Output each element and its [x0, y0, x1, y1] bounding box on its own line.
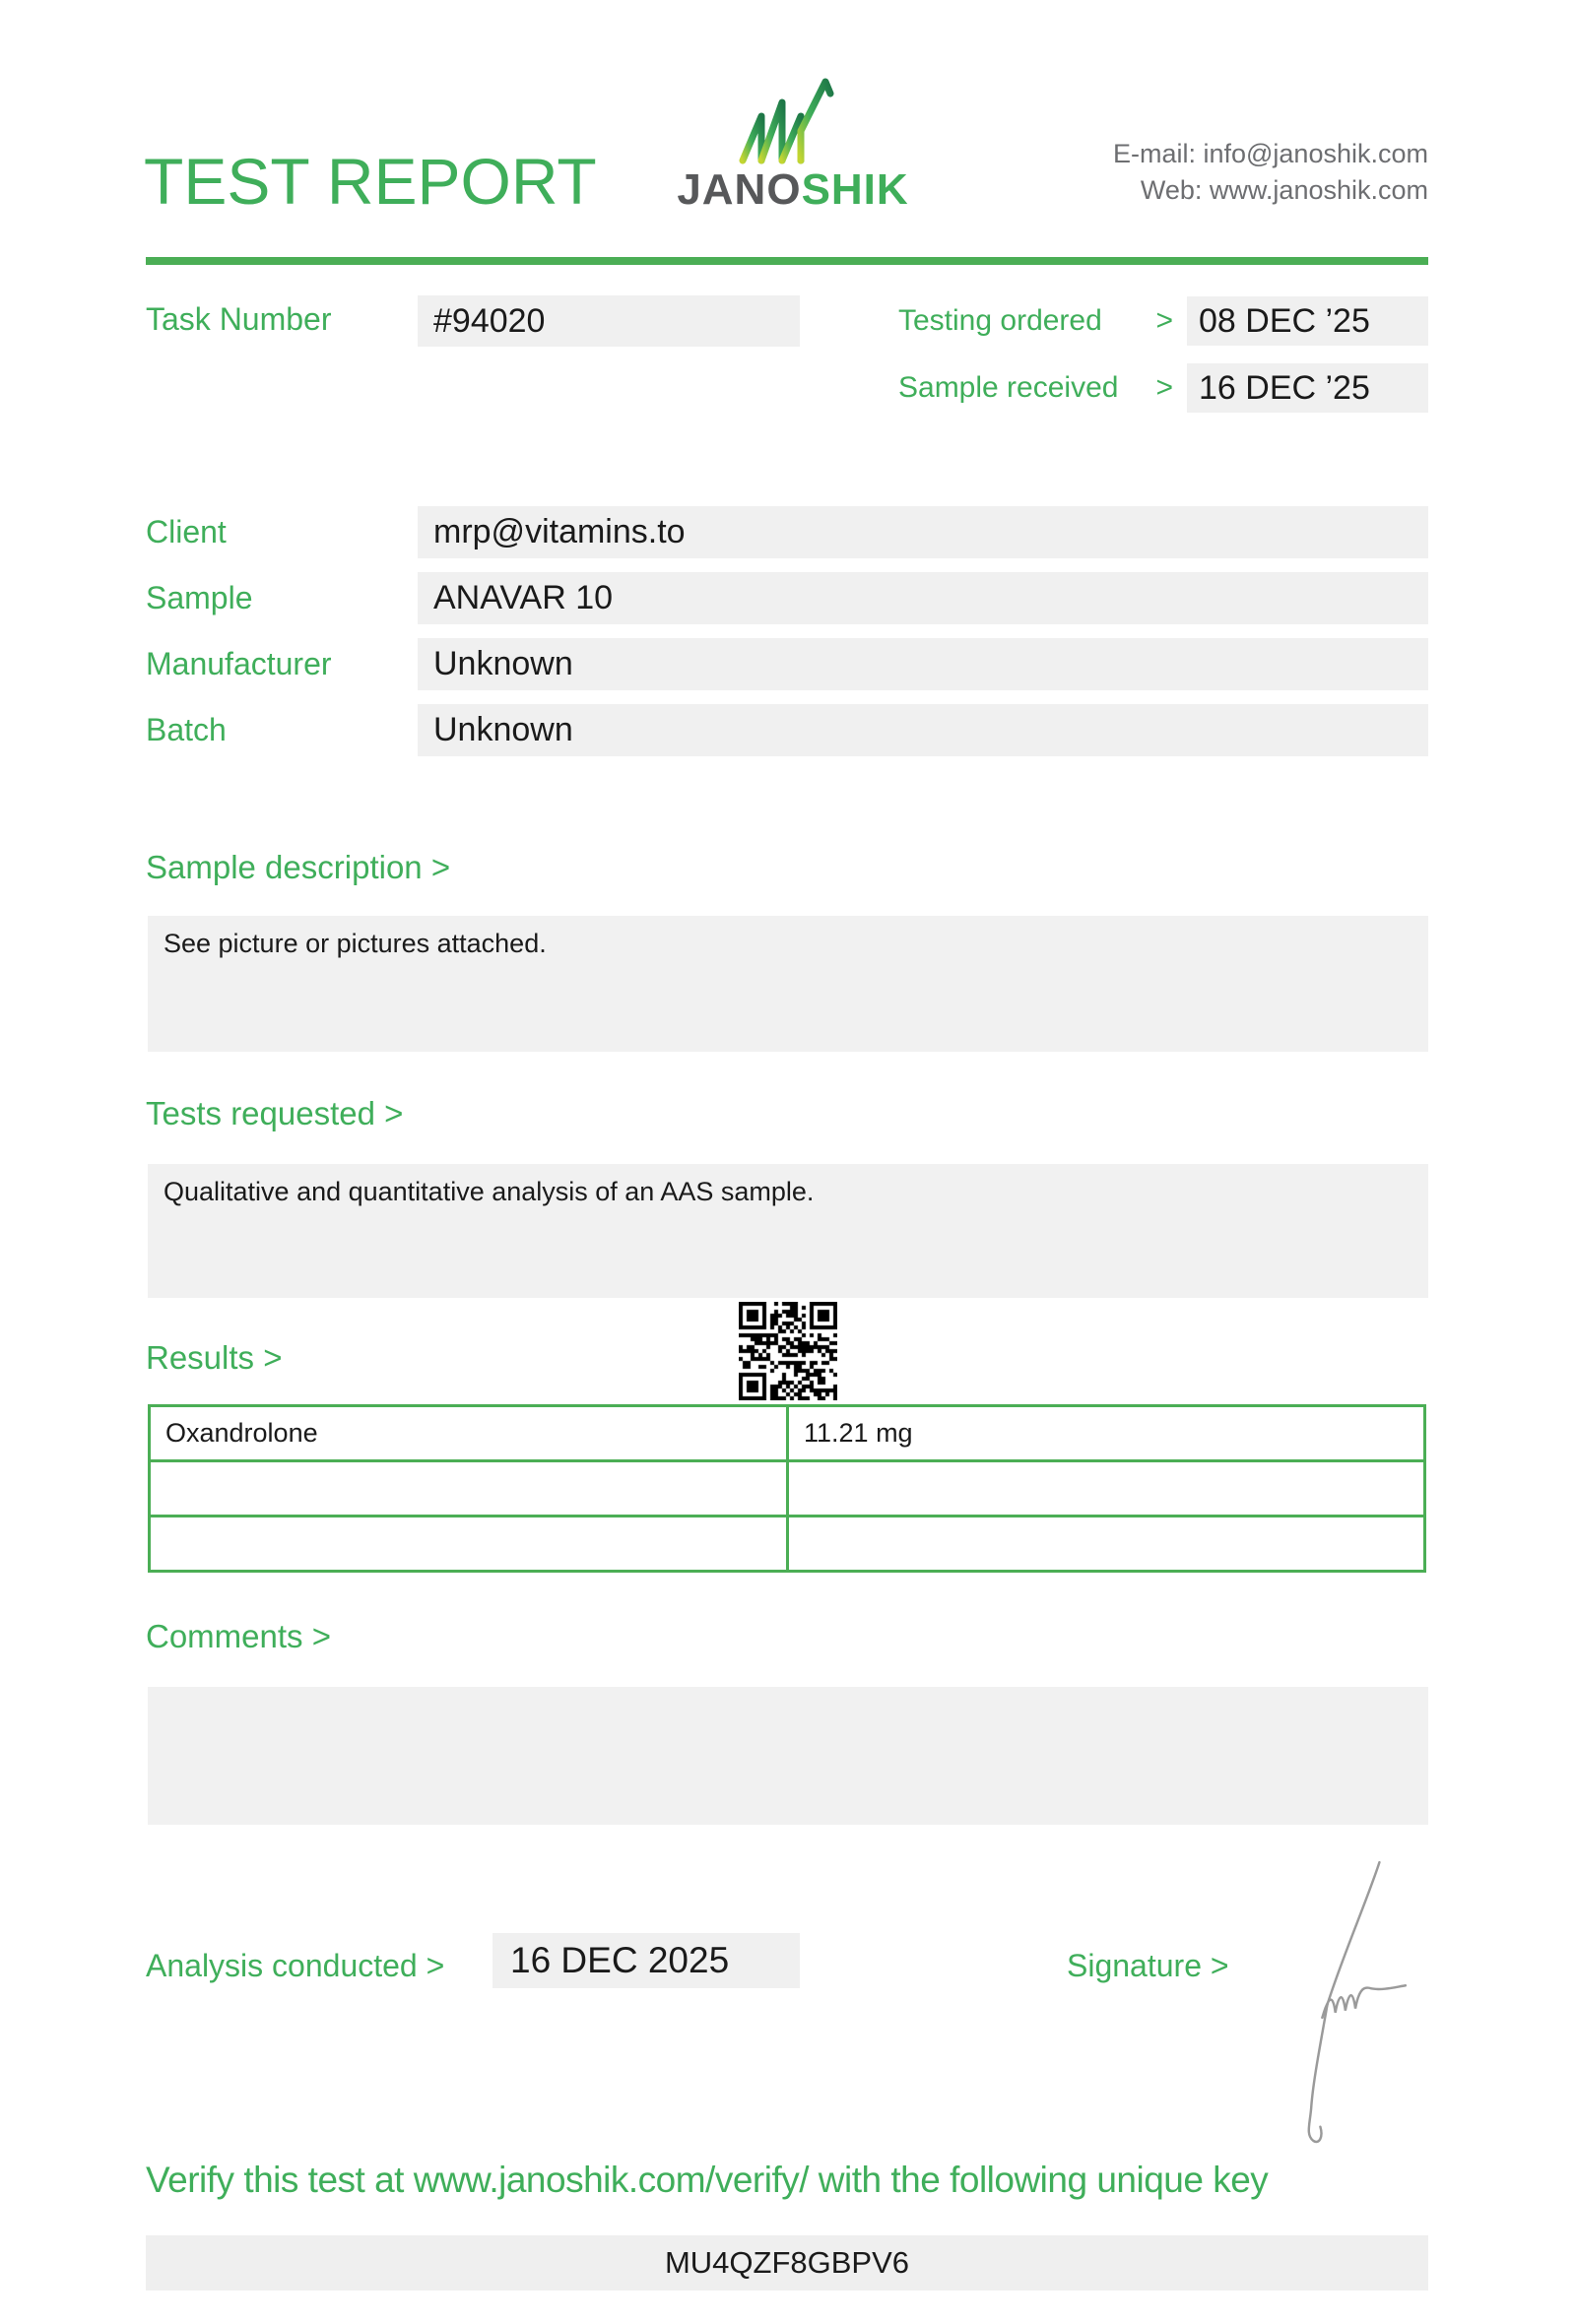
sample-received-value: 16 DEC ’25 [1187, 363, 1428, 413]
result-analyte [150, 1461, 788, 1517]
qr-code [739, 1302, 837, 1400]
sample-description-heading: Sample description > [146, 849, 451, 885]
sample-description-text: See picture or pictures attached. [164, 929, 547, 958]
table-row [150, 1406, 1425, 1461]
manufacturer-label: Manufacturer [146, 646, 332, 681]
batch-label: Batch [146, 712, 227, 747]
header-divider [146, 257, 1428, 265]
sample-label: Sample [146, 580, 253, 615]
testing-ordered-label: Testing ordered [898, 304, 1102, 337]
table-row [150, 1517, 1425, 1572]
table-row [150, 1461, 1425, 1517]
chart-growth-icon [731, 77, 839, 165]
logo-shik: SHIK [801, 165, 909, 214]
sample-received-row [898, 362, 1428, 414]
comments-box [148, 1687, 1428, 1825]
tests-requested-heading: Tests requested > [146, 1095, 404, 1131]
tests-requested-text: Qualitative and quantitative analysis of an AAS sample. [164, 1177, 815, 1206]
logo-jano: JANO [677, 165, 802, 214]
sample-value: ANAVAR 10 [418, 572, 1428, 624]
manufacturer-value: Unknown [418, 638, 1428, 690]
result-amount [788, 1461, 1425, 1517]
logo-wordmark [650, 165, 936, 215]
contact-block [1113, 136, 1428, 209]
sample-description-box [148, 916, 1428, 1052]
contact-web: Web: www.janoshik.com [1140, 175, 1428, 205]
testing-ordered-value: 08 DEC ’25 [1187, 296, 1428, 346]
contact-email: E-mail: info@janoshik.com [1112, 139, 1428, 168]
result-analyte: Oxandrolone [150, 1406, 788, 1461]
results-heading: Results > [146, 1339, 283, 1376]
chevron-right-icon: > [1155, 371, 1173, 404]
testing-ordered-row [898, 295, 1428, 347]
client-value: mrp@vitamins.to [418, 506, 1428, 558]
signature-label: Signature > [1067, 1948, 1229, 1983]
manufacturer-row [146, 638, 1428, 690]
task-number-value: #94020 [418, 295, 800, 347]
task-number-label: Task Number [146, 301, 332, 337]
verify-instruction: Verify this test at www.janoshik.com/verify/ with the following unique key [146, 2160, 1269, 2200]
client-label: Client [146, 514, 227, 549]
signature-image [1276, 1854, 1433, 2145]
tests-requested-box [148, 1164, 1428, 1298]
result-analyte [150, 1517, 788, 1572]
result-amount [788, 1517, 1425, 1572]
batch-value: Unknown [418, 704, 1428, 756]
analysis-conducted-label: Analysis conducted > [146, 1948, 445, 1983]
batch-row [146, 704, 1428, 756]
result-amount: 11.21 mg [788, 1406, 1425, 1461]
unique-key: MU4QZF8GBPV6 [146, 2235, 1428, 2291]
chevron-right-icon: > [1155, 304, 1173, 337]
sample-row [146, 572, 1428, 624]
comments-heading: Comments > [146, 1618, 331, 1654]
page-title: TEST REPORT [144, 145, 597, 218]
client-row [146, 506, 1428, 558]
results-table [148, 1404, 1426, 1573]
sample-received-label: Sample received [898, 371, 1119, 404]
analysis-conducted-date: 16 DEC 2025 [492, 1933, 800, 1988]
